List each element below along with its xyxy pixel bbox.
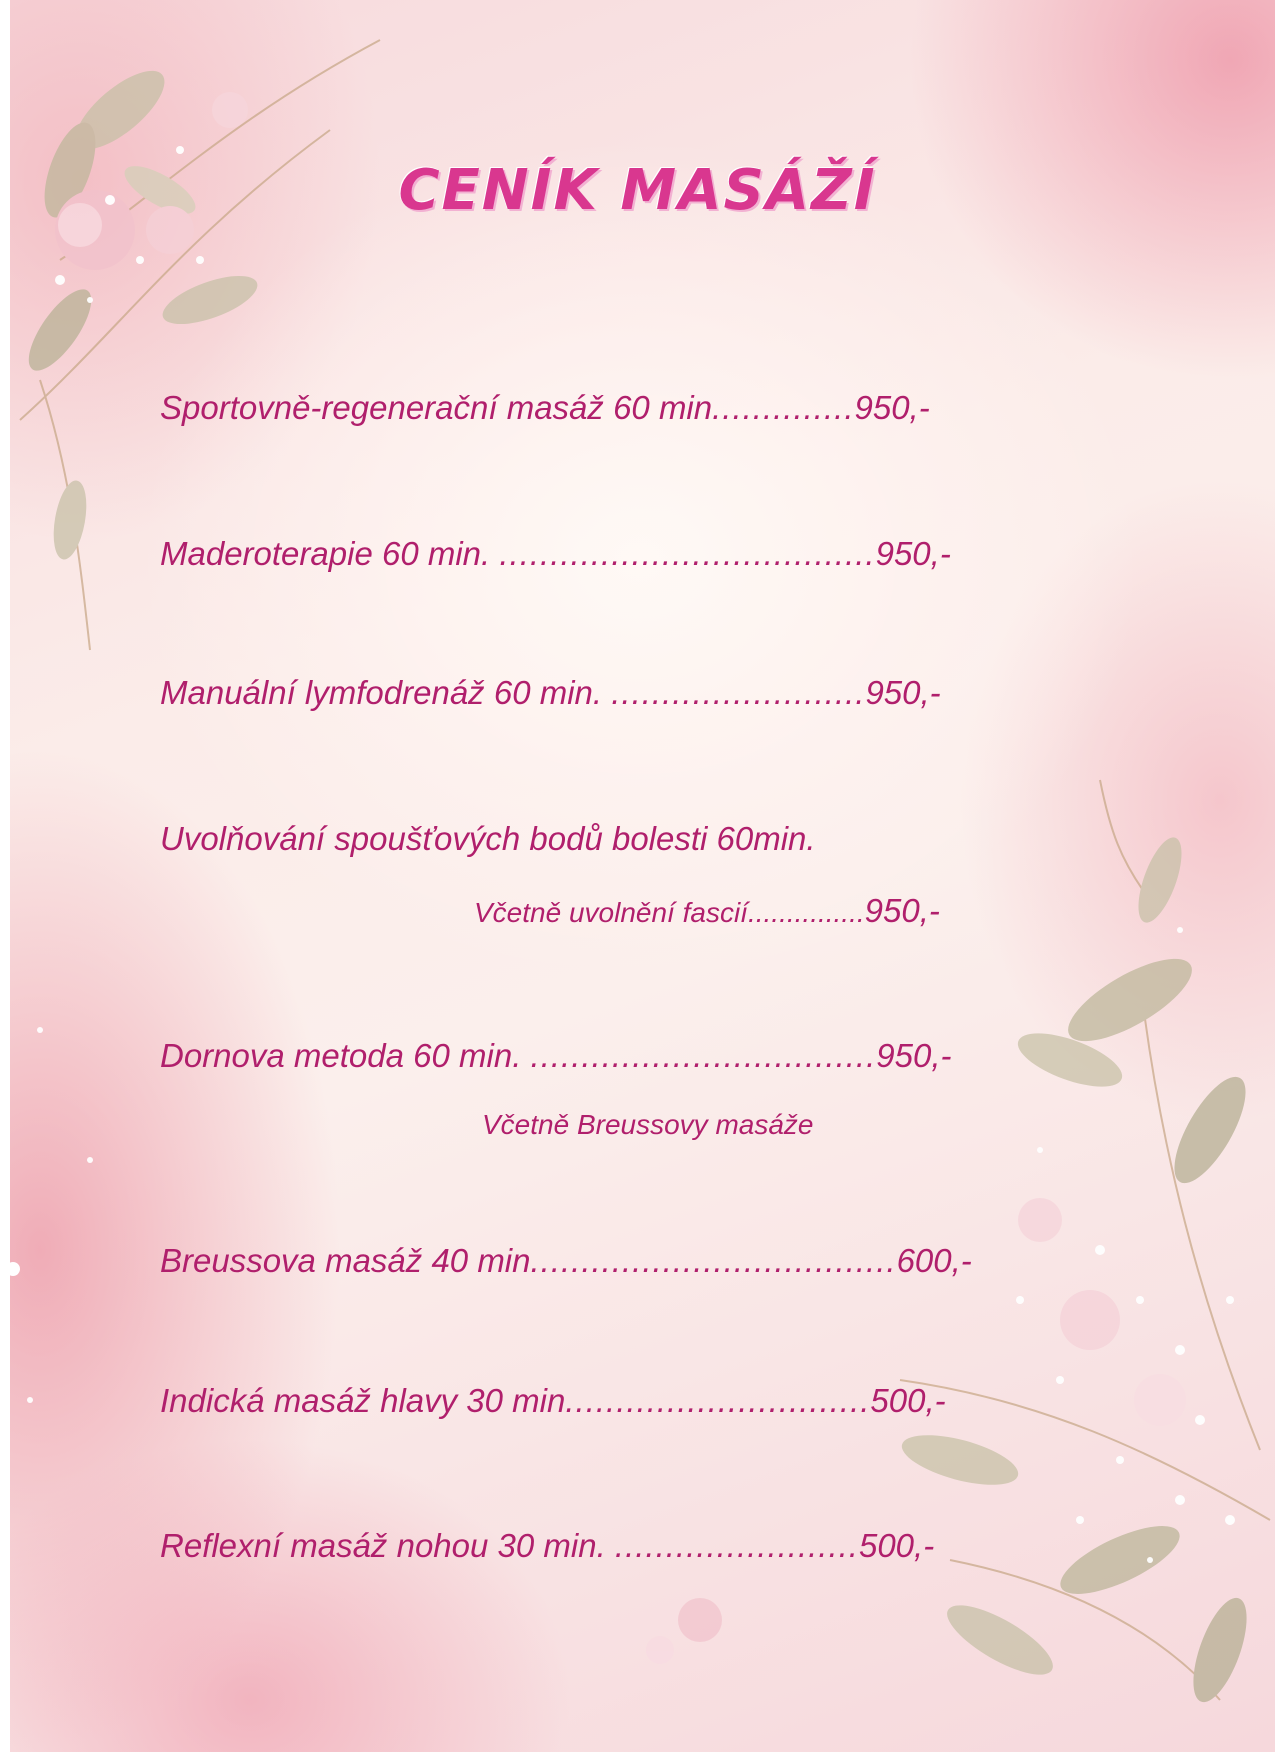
service-name: Manuální lymfodrenáž 60 min. xyxy=(160,674,612,711)
service-price: 500,- xyxy=(870,1382,946,1419)
price-line-indicka xyxy=(160,1381,946,1421)
price-line-sportovne xyxy=(160,388,930,428)
dot-leader: ........................ xyxy=(614,1527,859,1564)
price-line-reflexni xyxy=(160,1526,934,1566)
page-title: CENÍK MASÁŽÍ xyxy=(398,158,877,223)
dot-leader: .............................. xyxy=(565,1382,871,1419)
service-price: 950,- xyxy=(875,535,951,572)
page-edge xyxy=(0,0,10,1752)
price-line-maderoterapie xyxy=(160,534,951,574)
price-note-breuss: Včetně Breussovy masáže xyxy=(482,1109,814,1140)
service-name: Sportovně-regenerační masáž 60 min xyxy=(160,389,713,426)
dot-leader: ......................... xyxy=(611,674,866,711)
service-price: 950,- xyxy=(854,389,930,426)
dot-leader: .............. xyxy=(712,389,855,426)
service-name: Indická masáž hlavy 30 min xyxy=(160,1382,566,1419)
dot-leader: ............... xyxy=(747,897,865,928)
price-line-dornova xyxy=(160,1036,951,1076)
service-name: Dornova metoda 60 min. xyxy=(160,1037,531,1074)
dot-leader: ..................................... xyxy=(499,535,876,572)
service-price: 600,- xyxy=(896,1242,972,1279)
price-line-lymfodrenaz xyxy=(160,673,941,713)
price-line-breussova xyxy=(160,1241,972,1281)
service-price: 950,- xyxy=(865,674,941,711)
punch-hole xyxy=(6,1262,20,1276)
dot-leader: .................................... xyxy=(530,1242,897,1279)
service-price: 950,- xyxy=(876,1037,952,1074)
service-price: 950,- xyxy=(864,892,940,929)
service-name: Maderoterapie 60 min. xyxy=(160,535,500,572)
service-name: Uvolňování spoušťových bodů bolesti 60min. xyxy=(160,820,816,857)
service-name: Breussova masáž 40 min xyxy=(160,1242,531,1279)
price-line-spoustove-body xyxy=(160,819,816,859)
price-subline-fascie xyxy=(474,894,940,930)
service-price: 500,- xyxy=(858,1527,935,1564)
service-note: Včetně uvolnění fascií xyxy=(474,897,748,928)
dot-leader: .................................. xyxy=(530,1037,877,1074)
service-name: Reflexní masáž nohou 30 min. xyxy=(160,1527,615,1564)
